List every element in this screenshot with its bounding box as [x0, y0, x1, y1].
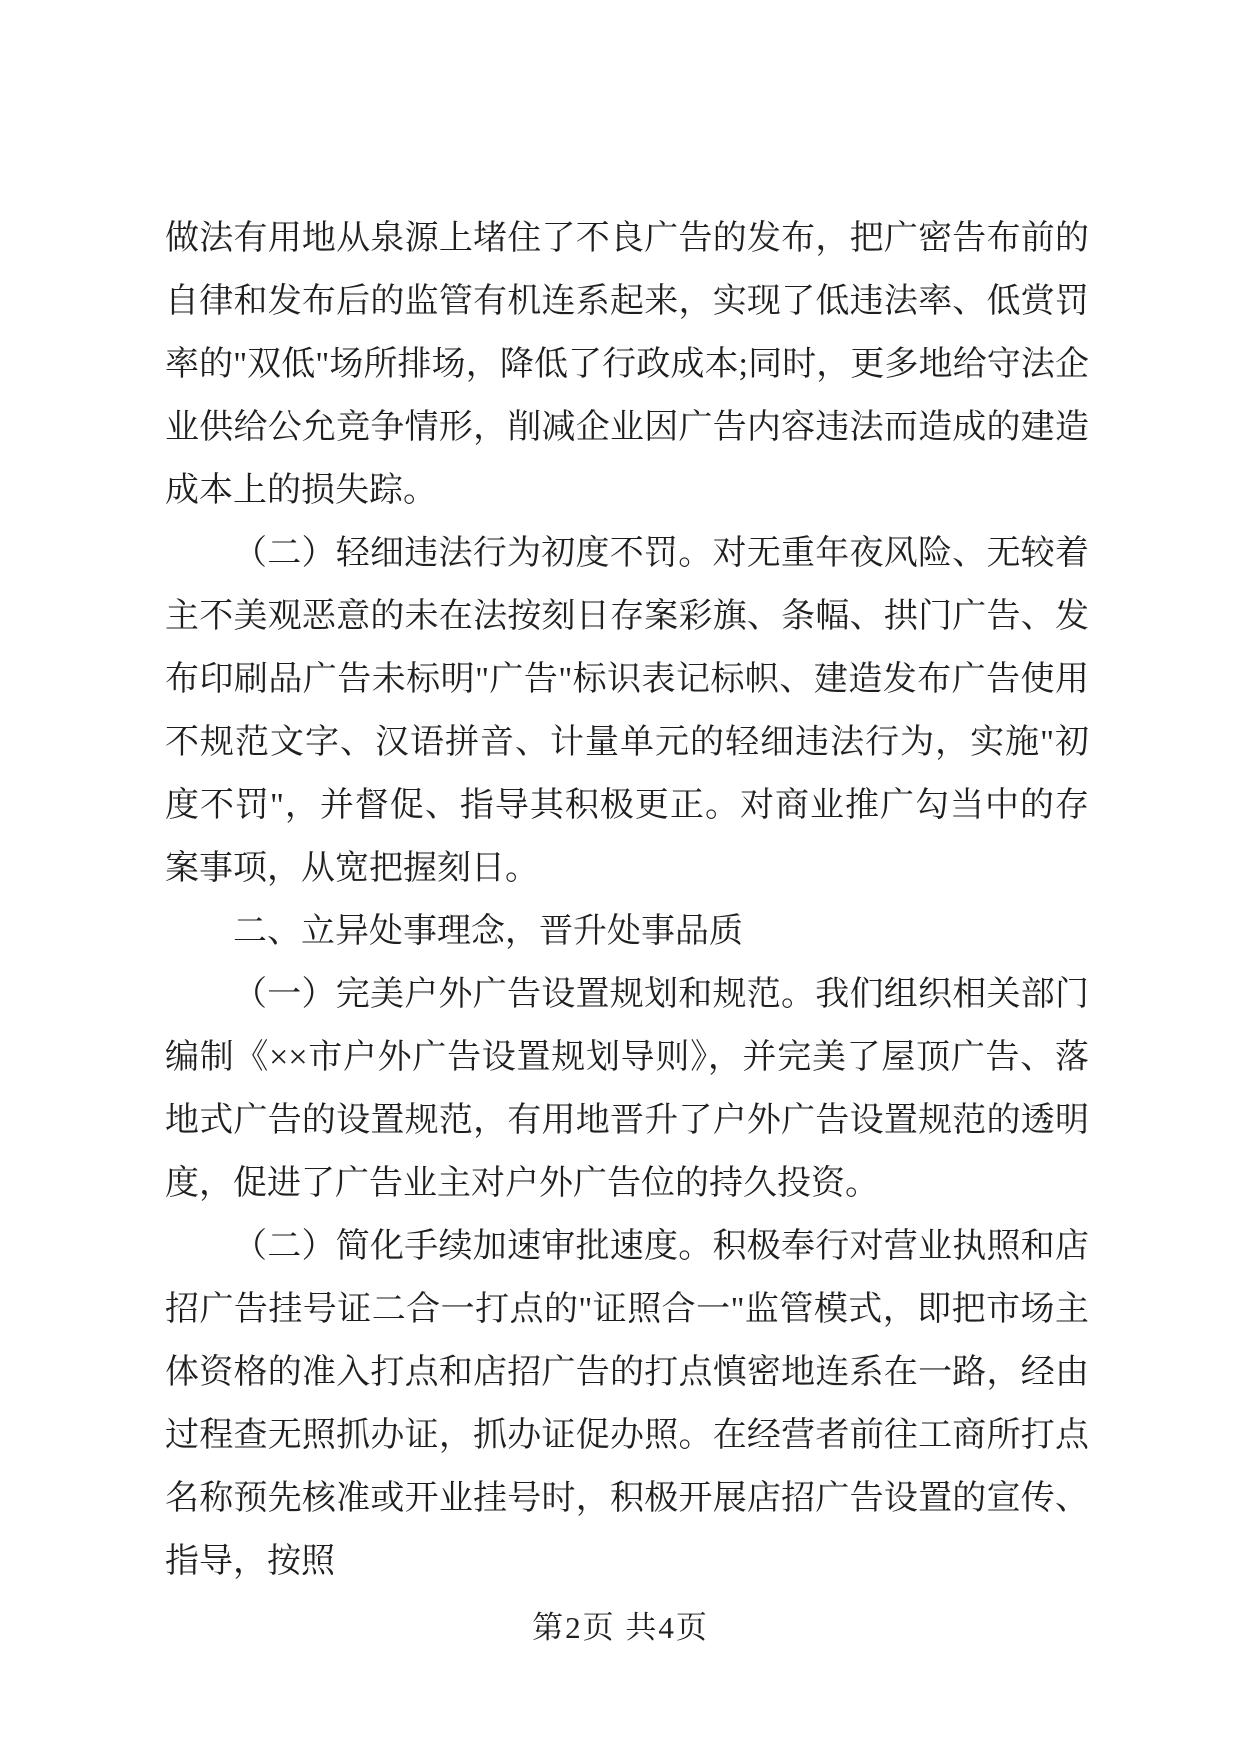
paragraph: 做法有用地从泉源上堵住了不良广告的发布，把广密告布前的自律和发布后的监管有机连系起来，实现了低违法率、低赏罚率的"双低"场所排场，降低了行政成本;同时，更多地给守法企业供给公允竞争情形，削减企业因广告内容违法而造成的建造成本上的损失踪。 — [165, 220, 1089, 509]
paragraph: （二）简化手续加速审批速度。积极奉行对营业执照和店招广告挂号证二合一打点的"证照合一"监管模式，即把市场主体资格的准入打点和店招广告的打点慎密地连系在一路，经由过程查无照抓办证，抓办证促办照。在经营者前往工商所打点名称预先核准或开业挂号时，积极开展店招广告设置的宣传、指导，按照 — [165, 1228, 1089, 1580]
section-heading: 二、立异处事理念，晋升处事品质 — [233, 913, 743, 950]
document-body — [165, 207, 1089, 1593]
paragraph: （二）轻细违法行为初度不罚。对无重年夜风险、无较着主不美观恶意的未在法按刻日存案彩旗、条幅、拱门广告、发布印刷品广告未标明"广告"标识表记标帜、建造发布广告使用不规范文字、汉语拼音、计量单元的轻细违法行为，实施"初度不罚"，并督促、指导其积极更正。对商业推广勾当中的存案事项，从宽把握刻日。 — [165, 535, 1089, 887]
paragraph: （一）完美户外广告设置规划和规范。我们组织相关部门编制《××市户外广告设置规划导则》，并完美了屋顶广告、落地式广告的设置规范，有用地晋升了户外广告设置规范的透明度，促进了广告业主对户外广告位的持久投资。 — [165, 976, 1089, 1202]
page-footer: 第2页 共4页 — [532, 1610, 709, 1645]
